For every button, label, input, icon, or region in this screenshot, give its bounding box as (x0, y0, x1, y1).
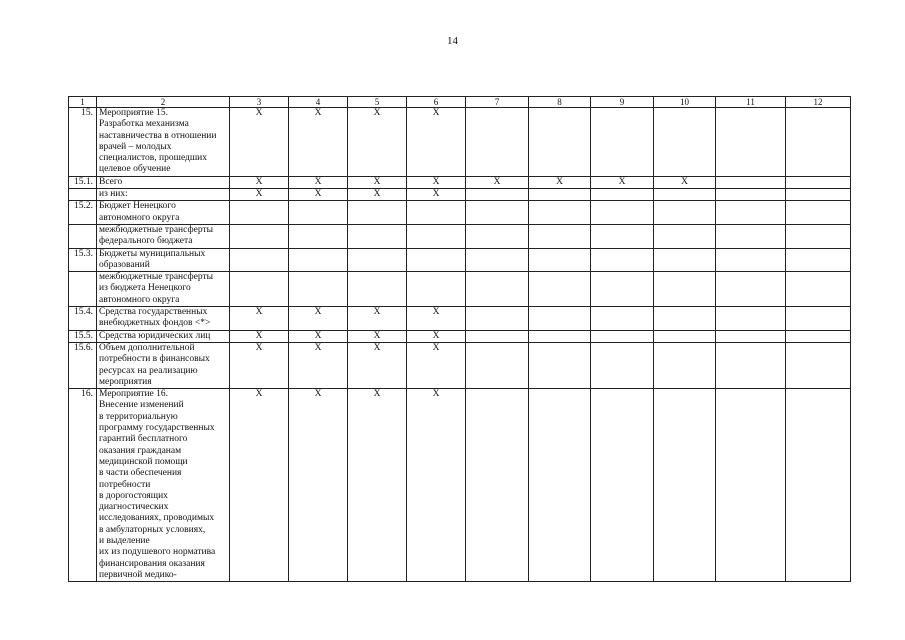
value-cell (407, 201, 466, 225)
value-cell (654, 224, 716, 248)
value-cell: X (289, 342, 348, 388)
row-number (69, 272, 97, 307)
table-row (69, 108, 851, 177)
value-cell: X (407, 342, 466, 388)
value-cell: X (348, 176, 407, 188)
value-cell: X (407, 307, 466, 331)
value-cell (591, 189, 654, 201)
row-name: Объем дополнительной потребности в финансовых ресурсах на реализацию мероприятия (97, 342, 230, 388)
row-number: 15.1. (69, 176, 97, 188)
header-cell: 3 (230, 97, 289, 108)
header-cell: 1 (69, 97, 97, 108)
value-cell: X (407, 189, 466, 201)
value-cell (654, 201, 716, 225)
value-cell (654, 272, 716, 307)
header-cell: 10 (654, 97, 716, 108)
value-cell (716, 330, 786, 342)
header-cell: 11 (716, 97, 786, 108)
value-cell: X (407, 176, 466, 188)
table-row (69, 307, 851, 331)
table-row (69, 330, 851, 342)
header-cell: 4 (289, 97, 348, 108)
value-cell: X (230, 342, 289, 388)
row-name: Средства государственных внебюджетных фондов <*> (97, 307, 230, 331)
value-cell: X (407, 108, 466, 177)
value-cell: X (348, 189, 407, 201)
value-cell (348, 201, 407, 225)
value-cell (230, 272, 289, 307)
value-cell: X (230, 307, 289, 331)
row-name: межбюджетные трансферты федерального бюджета (97, 224, 230, 248)
value-cell (786, 342, 851, 388)
row-name: Бюджет Ненецкого автономного округа (97, 201, 230, 225)
value-cell (289, 248, 348, 272)
value-cell (591, 108, 654, 177)
header-cell: 7 (466, 97, 529, 108)
value-cell (716, 307, 786, 331)
row-number: 15.6. (69, 342, 97, 388)
value-cell (786, 272, 851, 307)
row-number (69, 189, 97, 201)
table-body (69, 97, 851, 582)
value-cell (466, 248, 529, 272)
header-cell: 12 (786, 97, 851, 108)
value-cell (466, 108, 529, 177)
header-cell: 9 (591, 97, 654, 108)
row-name: Мероприятие 15. Разработка механизма наставничества в отношении врачей – молодых специалистов, прошедших целевое обучение (97, 108, 230, 177)
value-cell (529, 201, 591, 225)
value-cell (786, 189, 851, 201)
value-cell (716, 342, 786, 388)
value-cell (466, 307, 529, 331)
value-cell: X (466, 176, 529, 188)
value-cell (407, 248, 466, 272)
row-number: 15.3. (69, 248, 97, 272)
value-cell (348, 224, 407, 248)
row-name: Средства юридических лиц (97, 330, 230, 342)
value-cell (591, 224, 654, 248)
value-cell (407, 272, 466, 307)
value-cell (654, 108, 716, 177)
value-cell (529, 330, 591, 342)
row-name: из них: (97, 189, 230, 201)
header-row (69, 97, 851, 108)
value-cell: X (529, 176, 591, 188)
value-cell (591, 248, 654, 272)
value-cell (529, 108, 591, 177)
row-name: Всего (97, 176, 230, 188)
value-cell (716, 201, 786, 225)
value-cell (289, 272, 348, 307)
table-row (69, 272, 851, 307)
value-cell (786, 248, 851, 272)
page-number: 14 (447, 35, 458, 47)
value-cell (716, 224, 786, 248)
table-row (69, 224, 851, 248)
row-number: 15.5. (69, 330, 97, 342)
row-name: Мероприятие 16. Внесение изменений в территориальную программу государственных гарантий бесплатного оказания гражданам медицинской помощи в части обеспечения потребности в дорогостоящих диагностических исследованиях, проводимых в амбулаторных условиях, и выделение их из подушевого норматива финансирования оказания первичной медико- (97, 389, 230, 582)
value-cell: X (407, 330, 466, 342)
value-cell (466, 342, 529, 388)
value-cell (466, 224, 529, 248)
value-cell (289, 201, 348, 225)
value-cell (716, 272, 786, 307)
value-cell (591, 330, 654, 342)
value-cell (289, 224, 348, 248)
value-cell (230, 224, 289, 248)
header-cell: 2 (97, 97, 230, 108)
value-cell (466, 272, 529, 307)
value-cell: X (230, 389, 289, 582)
row-number (69, 224, 97, 248)
value-cell (786, 201, 851, 225)
value-cell: X (348, 389, 407, 582)
header-cell: 8 (529, 97, 591, 108)
value-cell: X (348, 108, 407, 177)
value-cell: X (348, 342, 407, 388)
value-cell (591, 201, 654, 225)
value-cell (716, 189, 786, 201)
value-cell: X (407, 389, 466, 582)
value-cell (786, 176, 851, 188)
value-cell: X (348, 330, 407, 342)
value-cell (654, 342, 716, 388)
value-cell (786, 389, 851, 582)
value-cell (654, 330, 716, 342)
row-number: 15.2. (69, 201, 97, 225)
value-cell: X (230, 330, 289, 342)
value-cell (591, 389, 654, 582)
value-cell (230, 201, 289, 225)
value-cell (591, 272, 654, 307)
value-cell (348, 248, 407, 272)
value-cell: X (591, 176, 654, 188)
row-number: 15.4. (69, 307, 97, 331)
value-cell: X (289, 389, 348, 582)
value-cell (716, 176, 786, 188)
value-cell (529, 389, 591, 582)
row-name: Бюджеты муниципальных образований (97, 248, 230, 272)
value-cell: X (289, 330, 348, 342)
value-cell (786, 224, 851, 248)
value-cell: X (230, 176, 289, 188)
value-cell (591, 307, 654, 331)
table-row (69, 248, 851, 272)
value-cell (529, 248, 591, 272)
value-cell (654, 248, 716, 272)
value-cell (466, 330, 529, 342)
value-cell (529, 272, 591, 307)
value-cell (529, 224, 591, 248)
value-cell (230, 248, 289, 272)
value-cell (466, 189, 529, 201)
value-cell (654, 307, 716, 331)
table-row (69, 389, 851, 582)
value-cell (786, 307, 851, 331)
value-cell: X (289, 307, 348, 331)
table-row (69, 176, 851, 188)
header-cell: 5 (348, 97, 407, 108)
value-cell (654, 389, 716, 582)
row-number: 16. (69, 389, 97, 582)
row-name: межбюджетные трансферты из бюджета Ненецкого автономного округа (97, 272, 230, 307)
value-cell (407, 224, 466, 248)
value-cell (716, 389, 786, 582)
table-row (69, 342, 851, 388)
value-cell (716, 108, 786, 177)
table-row (69, 201, 851, 225)
value-cell: X (348, 307, 407, 331)
value-cell (786, 108, 851, 177)
value-cell: X (654, 176, 716, 188)
value-cell (716, 248, 786, 272)
value-cell (786, 330, 851, 342)
value-cell: X (289, 108, 348, 177)
value-cell: X (230, 108, 289, 177)
table-row (69, 189, 851, 201)
value-cell (654, 189, 716, 201)
value-cell (348, 272, 407, 307)
value-cell (529, 342, 591, 388)
value-cell (529, 307, 591, 331)
row-number: 15. (69, 108, 97, 177)
budget-table (68, 96, 851, 582)
header-cell: 6 (407, 97, 466, 108)
value-cell (466, 201, 529, 225)
value-cell (529, 189, 591, 201)
value-cell: X (230, 189, 289, 201)
value-cell (591, 342, 654, 388)
value-cell: X (289, 176, 348, 188)
value-cell (466, 389, 529, 582)
value-cell: X (289, 189, 348, 201)
